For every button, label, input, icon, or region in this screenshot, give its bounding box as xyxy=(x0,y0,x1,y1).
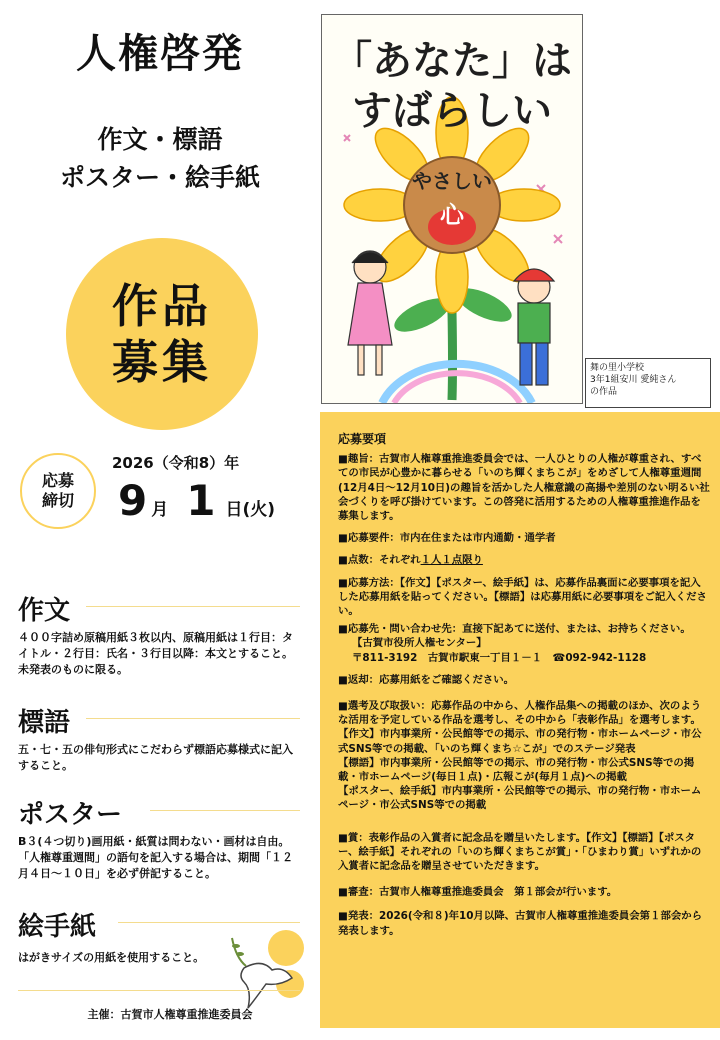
use-essay-text: 【作文】市内事業所・公民館等での掲示、市の発行物・市ホームページ・市公式SNS等での掲載、「いのち輝くまち☆こが」でのステージ発表 xyxy=(338,728,702,755)
essay-text: ４００字詰め原稿用紙３枚以内、原稿用紙は１行目：タイトル・２行目：氏名・３行目以降：本文とすること。未発表のものに限る。 xyxy=(18,631,293,676)
credit-line1: 舞の里小学校 xyxy=(590,363,645,373)
essay-title: 作文 xyxy=(18,596,71,626)
recruit-badge xyxy=(66,238,258,430)
dove-icon xyxy=(222,928,308,1014)
artwork-credit xyxy=(585,358,711,408)
submit-text: ■応募先・問い合わせ先：直接下記あてに送付、または、お持ちください。 xyxy=(338,623,691,636)
count-text xyxy=(338,553,710,567)
announce-text: ■発表：2026(令和８)年10月以降、古賀市人権尊重推進委員会第１部会から発表します。 xyxy=(338,910,703,937)
poster-artwork xyxy=(321,14,583,404)
return-text: ■返却：応募用紙をご確認ください。 xyxy=(338,673,515,686)
method-text: ■応募方法：【作文】【ポスター、絵手紙】は、応募作品裏面に必要事項を記入した応募用紙を貼ってください。【標語】は応募用紙に必要事項をご記入ください。 xyxy=(338,576,707,618)
subtitle-line1: 作文・標語 xyxy=(97,125,223,154)
credit-line2: 3年1組安川 愛純さん xyxy=(590,375,677,385)
subtitle-line2: ポスター・絵手紙 xyxy=(59,163,260,192)
deadline-day: 1 xyxy=(186,476,216,525)
essay-divider xyxy=(86,606,300,607)
footer-divider xyxy=(18,990,300,991)
deadline-year: 2026（令和8）年 xyxy=(112,454,240,472)
credit-line3: の作品 xyxy=(590,387,618,397)
letter-divider xyxy=(118,922,300,923)
use-poster-text: 【ポスター、絵手紙】市内事業所・公民館等での掲示、市の発行物・市ホームページ・市公式SNS等での掲載 xyxy=(338,785,702,812)
poster-center-line2: 心 xyxy=(440,201,464,229)
poster-text: B３(４つ切り)画用紙・紙質は問わない・画材は自由。「人権尊重週間」の語句を記入する場合は、期間「１２月４日～１０日」を必ず併記すること。 xyxy=(18,835,293,880)
deadline-month: 9 xyxy=(118,476,148,525)
poster-caption-line2: すばらしい xyxy=(352,88,552,134)
poster-divider xyxy=(150,810,300,811)
letter-text: はがきサイズの用紙を使用すること。 xyxy=(18,951,205,964)
deadline-day-unit: 日(火) xyxy=(225,500,276,520)
judge-text: ■審査：古賀市人権尊重推進委員会 第１部会が行います。 xyxy=(338,886,618,899)
deadline-label-line2: 締切 xyxy=(41,491,74,510)
award-text: ■賞：表彰作品の入賞者に記念品を贈呈いたします。【作文】【標語】【ポスター、絵手紙】それぞれの「いのち輝くまちこが賞」・「ひまわり賞」いずれかの入賞者に記念品を贈呈させていただきます。 xyxy=(338,831,702,873)
letter-title: 絵手紙 xyxy=(18,912,97,942)
count-label: ■点数：それぞれ xyxy=(338,554,421,567)
details-content xyxy=(338,432,710,938)
host-text: 主催：古賀市人権尊重推進委員会 xyxy=(87,1008,253,1021)
slogan-text: 五・七・五の俳句形式にこだわらず標語応募様式に記入すること。 xyxy=(18,743,293,772)
page-title: 人権啓発 xyxy=(76,31,244,77)
org-address: 〒811-3192 古賀市駅東一丁目１－１ ☎092-942-1128 xyxy=(352,651,647,664)
selection-text: ■選考及び取扱い：応募作品の中から、人権作品集への掲載のほか、次のような活用を予定している作品を選考し、その中から「表彰作品」を選考します。 xyxy=(338,700,702,727)
poster-caption-line1: 「あなた」は xyxy=(332,38,572,84)
count-value: １人１点限り xyxy=(420,554,483,567)
badge-line1: 作品 xyxy=(112,279,212,333)
slogan-title: 標語 xyxy=(18,708,71,738)
badge-line2: 募集 xyxy=(112,335,212,389)
deadline-date xyxy=(118,476,279,525)
slogan-divider xyxy=(86,718,300,719)
deadline-badge xyxy=(20,453,96,529)
use-slogan-text: 【標語】市内事業所・公民館等での掲示、市の発行物・市公式SNS等での掲載・市ホームページ(毎日１点)・広報こが(毎月１点)への掲載 xyxy=(338,756,695,784)
deadline-label-line1: 応募 xyxy=(41,471,74,490)
poster-center-line1: やさしい xyxy=(412,169,492,193)
purpose-text: ■趣旨：古賀市人権尊重推進委員会では、一人ひとりの人権が尊重され、すべての市民が心豊かに暮らせる「いのち輝くまちこが」をめざして人権尊重週間(12月4日～12月10日)の趣旨を活かした人権意識の高揚や差別のない明るい社会づくりを呼び掛けています。この啓発に活用するための人権尊重推進作品を募集します。 xyxy=(338,453,710,523)
details-heading: 応募要項 xyxy=(338,432,387,446)
eligibility-text: ■応募要件：市内在住または市内通勤・通学者 xyxy=(338,532,556,545)
poster-title: ポスター xyxy=(18,800,123,830)
org-name: 【古賀市役所人権センター】 xyxy=(352,637,487,650)
deadline-month-unit: 月 xyxy=(151,500,169,520)
